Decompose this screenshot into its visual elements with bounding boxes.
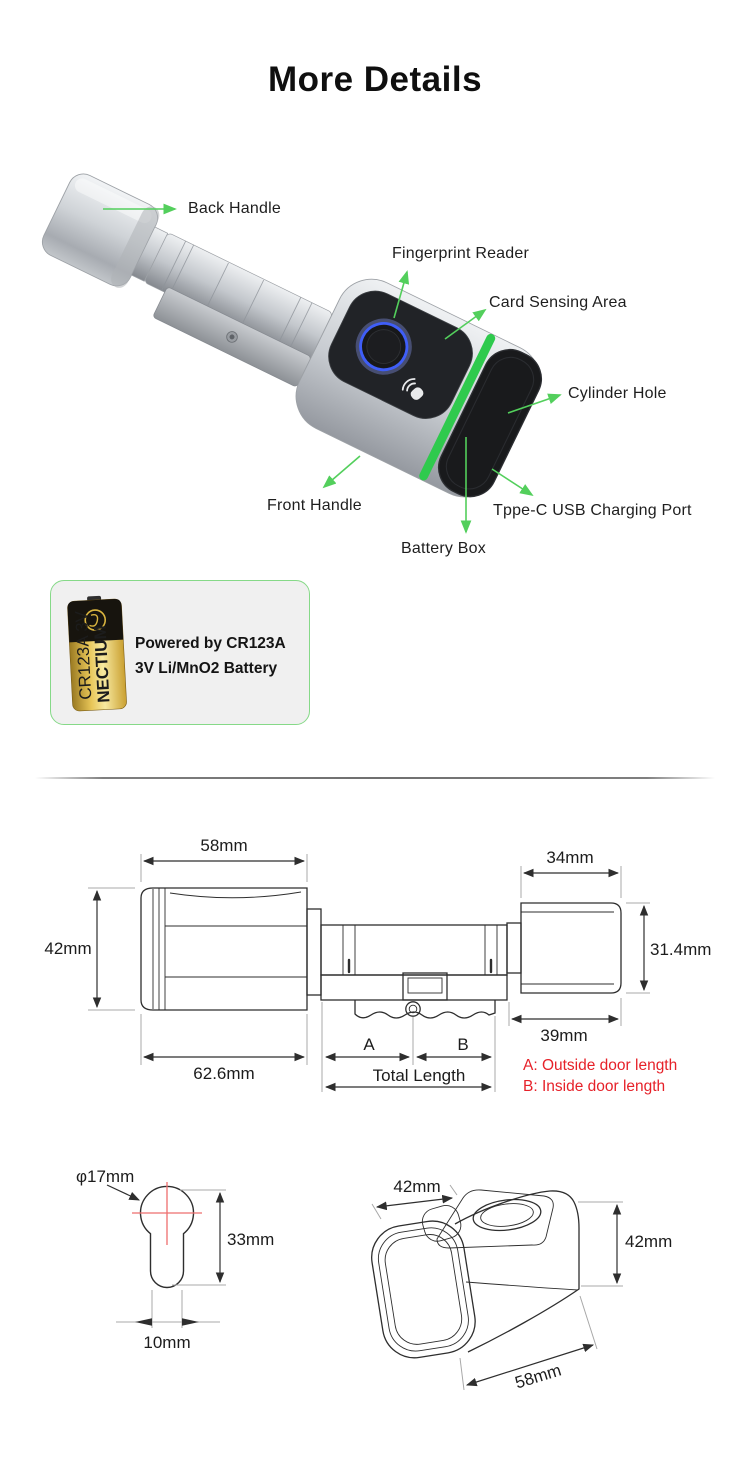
front-handle-edge-lines [153,888,165,1010]
barrel-segments [343,925,497,975]
label-card-sensing-area: Card Sensing Area [489,294,627,311]
dim-front-length: 62.6mm [193,1064,255,1083]
iso-body-crease [466,1282,578,1290]
battery-image [65,595,129,713]
dim-label-a: A [363,1035,375,1054]
diameter-leader [107,1185,139,1200]
keyway-block-inner [408,978,442,993]
battery-description [135,631,286,681]
section-divider [35,777,715,779]
page-title: More Details [267,60,483,99]
label-front-handle: Front Handle [267,497,362,514]
iso-head-drawing [360,1150,700,1440]
dim-iso-height: 42mm [625,1232,673,1251]
label-back-handle: Back Handle [188,200,281,217]
barrel-slots [349,960,491,972]
front-handle-top-arc [170,892,301,898]
front-step [307,909,321,995]
dim-iso-depth: 58mm [512,1360,564,1393]
back-step [507,923,521,973]
label-usb-port: Tppe-C USB Charging Port [493,502,692,519]
cam-screw [406,1002,420,1016]
dim-iso-width: 42mm [393,1177,441,1196]
legend-b: B: Inside door length [523,1078,666,1095]
battery-model-text: CR123A 3V [71,610,96,701]
dim-keyhole-diameter: φ17mm [76,1167,135,1186]
battery-line2: 3V Li/MnO2 Battery [135,660,278,677]
iso-front-face [367,1216,480,1362]
center-crosshair [132,1182,202,1245]
label-cylinder-hole: Cylinder Hole [568,385,667,402]
keyhole-profile-drawing [50,1150,300,1360]
battery-line1: Powered by CR123A [135,635,286,652]
battery-card [50,580,310,725]
dimension-drawing [30,830,730,1110]
dim-total-label: Total Length [372,1066,466,1085]
dim-back-width: 34mm [546,848,594,867]
back-handle-outline [521,903,621,993]
width-arrow-right [182,1318,199,1326]
keyway-block [403,973,447,1000]
cam-plate [355,1000,495,1018]
dim-keyhole-width: 10mm [143,1333,191,1352]
dim-back-height: 31.4mm [650,940,712,959]
body-lower [321,975,507,1000]
dim-label-b: B [457,1035,469,1054]
back-handle-h-lines [521,912,614,984]
dim-back-length: 39mm [540,1026,588,1045]
width-arrow-left [135,1318,152,1326]
dim-line-iso-width [377,1198,452,1207]
label-battery-box: Battery Box [401,540,486,557]
legend-a: A: Outside door length [523,1057,678,1074]
dim-front-width: 58mm [200,836,248,855]
battery-brand-text: NECTIUM [90,624,114,704]
label-fingerprint-reader: Fingerprint Reader [392,245,529,262]
dim-front-height: 42mm [44,939,92,958]
front-handle-outline [141,888,307,1010]
dim-keyhole-height: 33mm [227,1230,275,1249]
iso-top-panel [437,1190,553,1248]
front-handle-h-lines [165,926,307,977]
